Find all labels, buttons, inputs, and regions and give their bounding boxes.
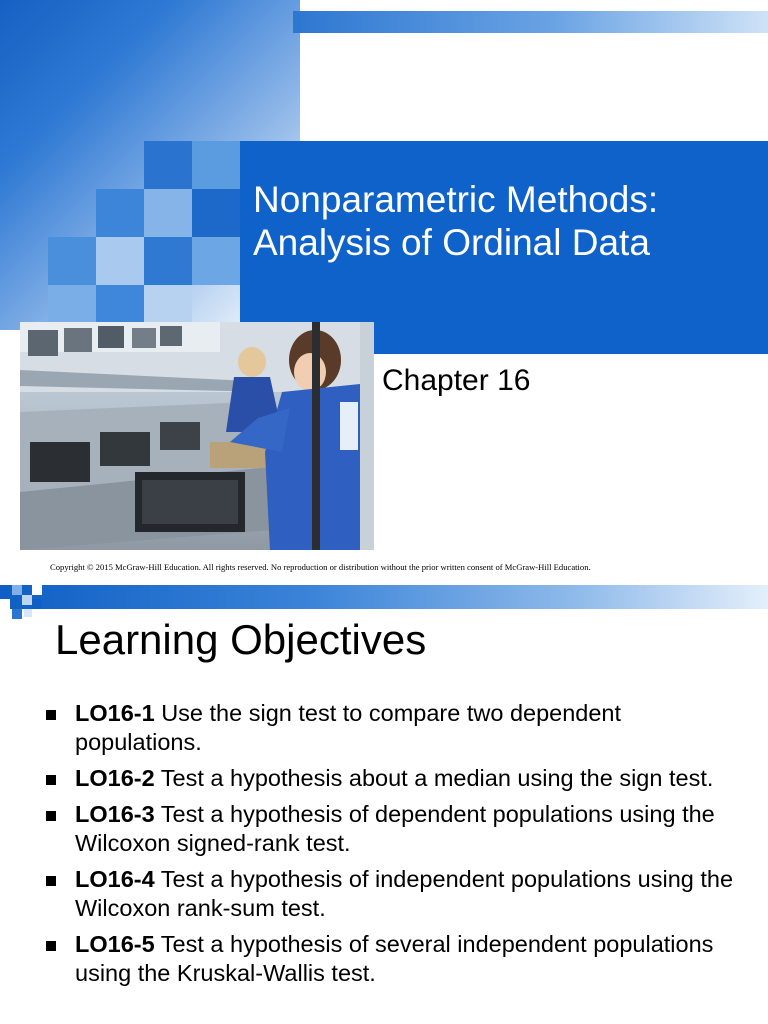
header-gradient-bar	[0, 585, 768, 609]
title-line-1: Nonparametric Methods:	[253, 179, 659, 220]
decor-square	[22, 595, 32, 605]
top-gradient-bar	[293, 11, 768, 33]
decor-square	[192, 189, 240, 237]
decor-square	[12, 609, 22, 619]
copyright-notice: Copyright © 2015 McGraw-Hill Education. All rights reserved. No reproduction or distribution without the prior written consent of McGraw-Hill Education.	[50, 562, 591, 572]
decor-square	[144, 189, 192, 237]
slide-title	[253, 178, 763, 264]
factory-workers-photo	[20, 322, 374, 550]
square-bullet-icon	[46, 811, 56, 821]
decor-square	[96, 237, 144, 285]
decor-square	[192, 141, 240, 189]
objective-text: Use the sign test to compare two dependent populations.	[75, 700, 622, 755]
title-line-2: Analysis of Ordinal Data	[253, 222, 650, 263]
objective-text: Test a hypothesis of independent populations using the Wilcoxon rank-sum test.	[75, 866, 734, 921]
decor-square	[144, 237, 192, 285]
slide-title: Learning Objectives	[55, 616, 427, 663]
square-bullet-icon	[46, 876, 56, 886]
objective-code: LO16-3	[75, 801, 155, 827]
list-item	[44, 699, 754, 757]
objective-text: Test a hypothesis of dependent populations using the Wilcoxon signed-rank test.	[75, 801, 715, 856]
decor-square	[192, 237, 240, 285]
objective-code: LO16-4	[75, 866, 155, 892]
list-item	[44, 764, 754, 793]
square-bullet-icon	[46, 710, 56, 720]
chapter-subtitle: Chapter 16	[382, 364, 531, 397]
objective-text: Test a hypothesis about a median using the sign test.	[154, 765, 714, 791]
objective-code: LO16-2	[75, 765, 155, 791]
list-item	[44, 865, 754, 923]
decor-square	[32, 585, 42, 595]
decor-square	[32, 599, 42, 609]
decor-square	[12, 585, 22, 595]
decor-square	[0, 599, 10, 609]
decor-square	[144, 141, 192, 189]
objectives-list	[44, 699, 754, 995]
objective-text: Test a hypothesis of several independent populations using the Kruskal-Wallis test.	[75, 931, 714, 986]
list-item	[44, 930, 754, 988]
learning-objectives-slide	[0, 585, 768, 1024]
decor-square	[48, 285, 96, 325]
square-bullet-icon	[46, 941, 56, 951]
decor-square	[96, 189, 144, 237]
objective-code: LO16-5	[75, 931, 155, 957]
decor-square	[48, 237, 96, 285]
decor-square	[144, 285, 192, 325]
objective-code: LO16-1	[75, 700, 155, 726]
photo-illustration	[20, 322, 374, 550]
decor-square	[96, 285, 144, 325]
decor-square	[24, 609, 32, 617]
list-item	[44, 800, 754, 858]
square-bullet-icon	[46, 775, 56, 785]
